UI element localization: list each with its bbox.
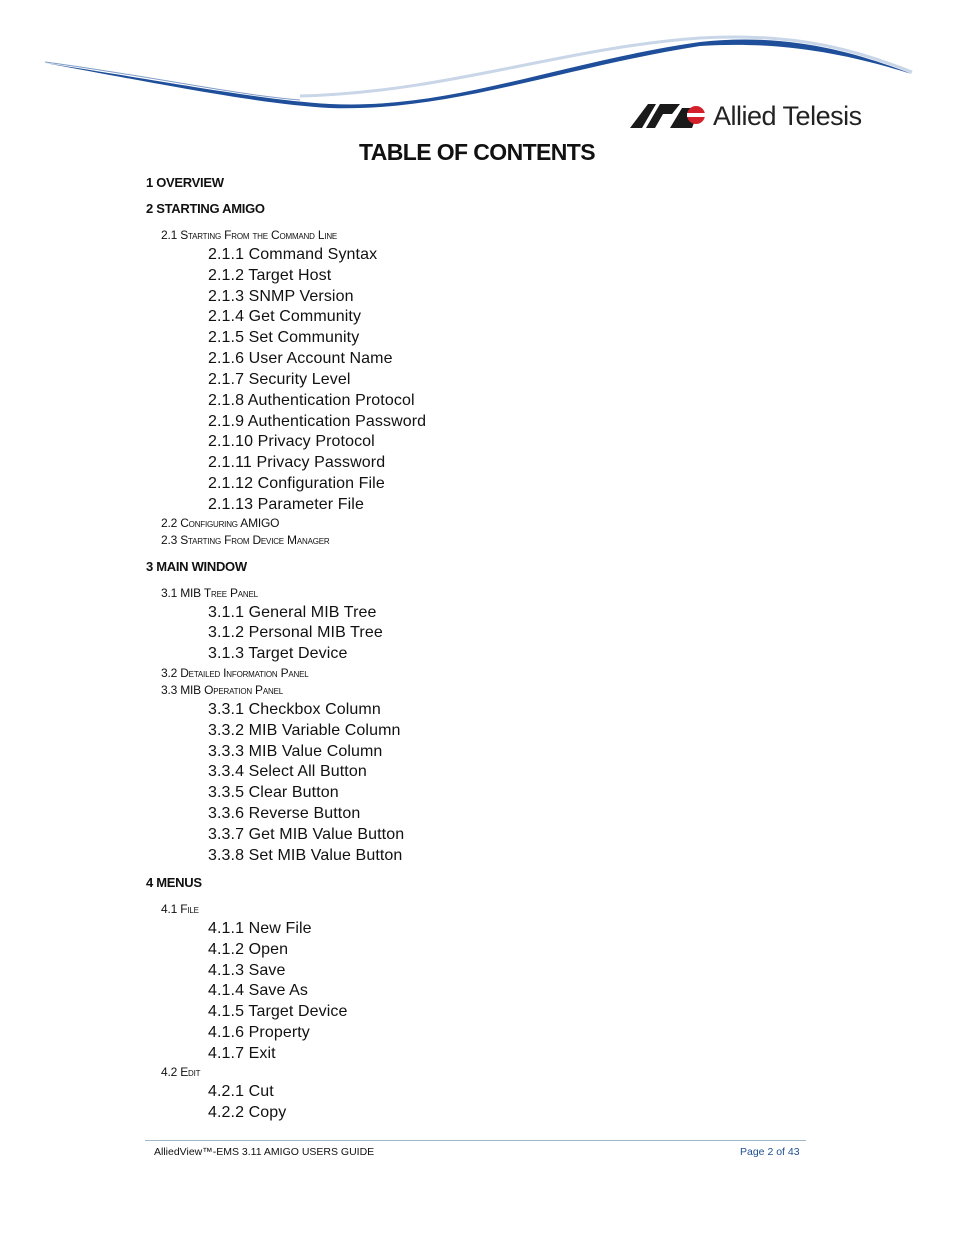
toc-entry-level-3[interactable]: 4.1.6 Property bbox=[208, 1024, 310, 1041]
toc-entry-level-2[interactable]: 4.1 File bbox=[161, 902, 199, 916]
toc-entry-level-3[interactable]: 2.1.3 SNMP Version bbox=[208, 288, 354, 305]
toc-entry-level-2[interactable]: 2.3 Starting From Device Manager bbox=[161, 533, 330, 547]
footer-document-title: AlliedView™-EMS 3.11 AMIGO USERS GUIDE bbox=[154, 1146, 375, 1158]
toc-entry-level-3[interactable]: 2.1.11 Privacy Password bbox=[208, 454, 386, 471]
brand-name: Allied Telesis bbox=[713, 101, 862, 131]
toc-entry-level-3[interactable]: 4.1.5 Target Device bbox=[208, 1003, 348, 1020]
toc-entry-level-3[interactable]: 4.1.7 Exit bbox=[208, 1045, 276, 1062]
toc-entry-level-3[interactable]: 3.3.7 Get MIB Value Button bbox=[208, 826, 405, 843]
toc-entry-level-2[interactable]: 3.1 MIB Tree Panel bbox=[161, 586, 258, 600]
toc-entry-level-2[interactable]: 3.3 MIB Operation Panel bbox=[161, 683, 283, 697]
toc-entry-level-3[interactable]: 4.2.2 Copy bbox=[208, 1104, 287, 1121]
toc-entry-level-1[interactable]: 1 OVERVIEW bbox=[146, 175, 224, 190]
toc-entry-level-3[interactable]: 3.1.3 Target Device bbox=[208, 645, 348, 662]
toc-entry-level-3[interactable]: 2.1.5 Set Community bbox=[208, 329, 360, 346]
toc-entry-level-2[interactable]: 2.2 Configuring AMIGO bbox=[161, 516, 280, 530]
toc-entry-level-3[interactable]: 2.1.7 Security Level bbox=[208, 371, 351, 388]
toc-entry-level-3[interactable]: 3.3.5 Clear Button bbox=[208, 784, 339, 801]
toc-entry-level-3[interactable]: 2.1.2 Target Host bbox=[208, 267, 332, 284]
toc-entry-level-3[interactable]: 2.1.8 Authentication Protocol bbox=[208, 392, 415, 409]
toc-entry-level-3[interactable]: 3.3.3 MIB Value Column bbox=[208, 743, 383, 760]
toc-entry-level-3[interactable]: 2.1.10 Privacy Protocol bbox=[208, 433, 375, 450]
footer-divider bbox=[145, 1140, 806, 1141]
toc-entry-level-3[interactable]: 3.3.2 MIB Variable Column bbox=[208, 722, 401, 739]
toc-entry-level-3[interactable]: 2.1.9 Authentication Password bbox=[208, 413, 427, 430]
toc-entry-level-2[interactable]: 3.2 Detailed Information Panel bbox=[161, 666, 309, 680]
toc-entry-level-1[interactable]: 3 MAIN WINDOW bbox=[146, 559, 247, 574]
footer-page-number: Page 2 of 43 bbox=[740, 1146, 800, 1158]
toc-entry-level-3[interactable]: 2.1.4 Get Community bbox=[208, 308, 362, 325]
toc-entry-level-3[interactable]: 3.3.4 Select All Button bbox=[208, 763, 367, 780]
toc-entry-level-3[interactable]: 2.1.1 Command Syntax bbox=[208, 246, 378, 263]
toc-entry-level-3[interactable]: 2.1.12 Configuration File bbox=[208, 475, 385, 492]
toc-entry-level-3[interactable]: 4.1.1 New File bbox=[208, 920, 312, 937]
toc-entry-level-3[interactable]: 4.1.4 Save As bbox=[208, 982, 309, 999]
toc-entry-level-3[interactable]: 4.2.1 Cut bbox=[208, 1083, 274, 1100]
page-title: TABLE OF CONTENTS bbox=[359, 139, 595, 165]
toc-entry-level-3[interactable]: 2.1.6 User Account Name bbox=[208, 350, 393, 367]
toc-entry-level-3[interactable]: 3.3.1 Checkbox Column bbox=[208, 701, 381, 718]
toc-entry-level-3[interactable]: 3.3.8 Set MIB Value Button bbox=[208, 847, 403, 864]
toc-entry-level-1[interactable]: 2 STARTING AMIGO bbox=[146, 201, 265, 216]
toc-entry-level-3[interactable]: 4.1.3 Save bbox=[208, 962, 286, 979]
toc-entry-level-2[interactable]: 2.1 Starting From the Command Line bbox=[161, 228, 338, 242]
toc-entry-level-3[interactable]: 4.1.2 Open bbox=[208, 941, 289, 958]
toc-entry-level-3[interactable]: 3.1.1 General MIB Tree bbox=[208, 604, 377, 621]
toc-entry-level-1[interactable]: 4 MENUS bbox=[146, 875, 202, 890]
toc-entry-level-2[interactable]: 4.2 Edit bbox=[161, 1065, 201, 1079]
toc-entry-level-3[interactable]: 3.1.2 Personal MIB Tree bbox=[208, 624, 383, 641]
toc-entry-level-3[interactable]: 3.3.6 Reverse Button bbox=[208, 805, 361, 822]
toc-entry-level-3[interactable]: 2.1.13 Parameter File bbox=[208, 496, 364, 513]
